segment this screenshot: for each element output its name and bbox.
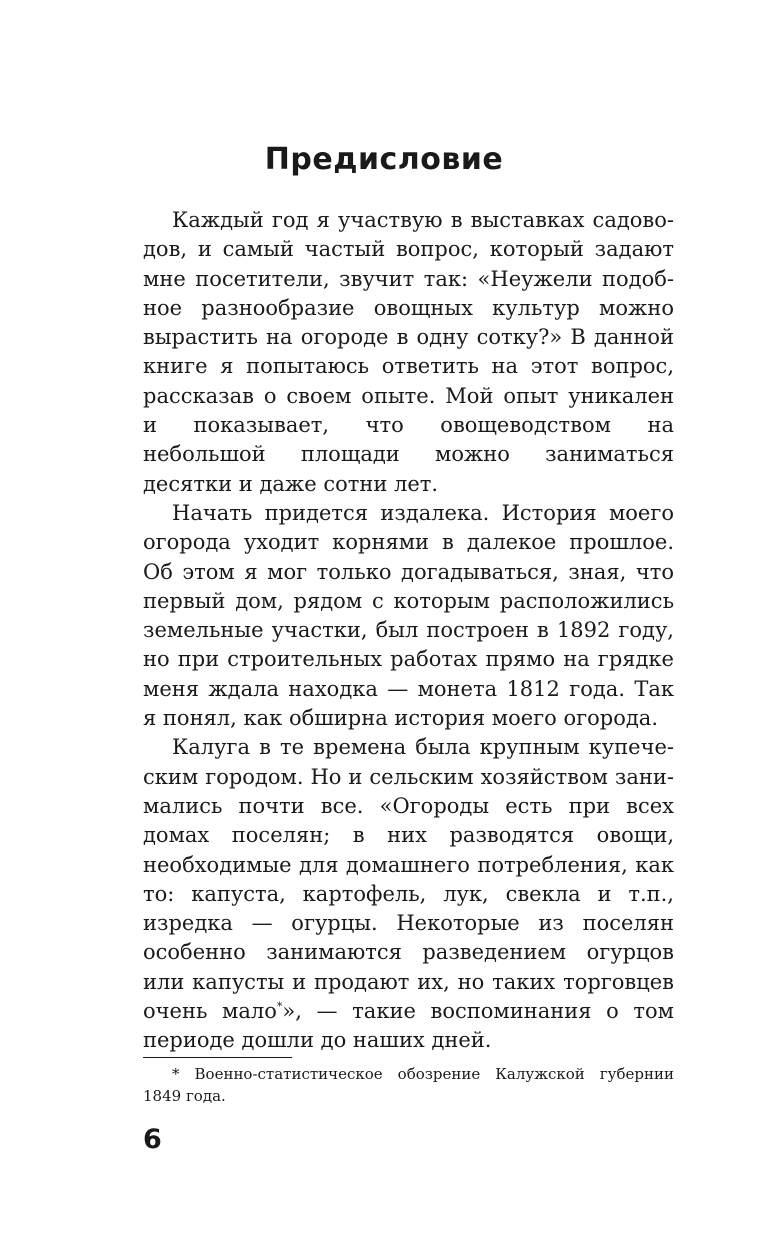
page-title: Предисловие (264, 142, 504, 178)
paragraph-3 (143, 733, 674, 1055)
footnote-divider (143, 1057, 292, 1058)
paragraph-2: Начать придется издалека. История моего огорода уходит корнями в далекое прошлое. Об этом я мог только догадываться, зная, что первый дом, рядом с которым расположились земельные участки, был построен в 1892 году, но при строительных работах прямо на грядке меня ждала находка — монета 1812 года. Так я понял, как обширна история моего огорода. (143, 500, 674, 731)
footnote-text: Военно-статистическое обозрение Калужской губернии 1849 года. (143, 1065, 674, 1105)
body-text (143, 206, 674, 1056)
footnote-mark: * (172, 1065, 180, 1083)
footnote (143, 1063, 674, 1107)
page-number: 6 (143, 1124, 162, 1155)
paragraph-1: Каждый год я участвую в выставках садоводов, и самый частый вопрос, который задают мне посетители, звучит так: «Неужели подобное разнообразие овощных культур можно вырастить на огороде в одну сотку?» В данной книге я попытаюсь ответить на этот вопрос, рассказав о своем опыте. Мой опыт уникален и показывает, что овощеводством на небольшой площади можно заниматься десятки и даже сотни лет. (143, 208, 674, 496)
paragraph-3-text-before-mark: Калуга в те времена была крупным купеческим городом. Но и сельским хозяйством занимались почти все. «Огороды есть при всех домах поселян; в них разводятся овощи, необходимые для домашнего потребления, как то: капуста, картофель, лук, свекла и т.п., изредка — огурцы. Некоторые из поселян особенно занимаются разведением огурцов или капусты и продают их, но таких торговцев очень мало (143, 735, 674, 1024)
paragraph-3-text-after-mark: », — такие воспоминания о том периоде дошли до наших дней. (143, 999, 674, 1053)
footnote-reference: * (276, 1000, 283, 1014)
